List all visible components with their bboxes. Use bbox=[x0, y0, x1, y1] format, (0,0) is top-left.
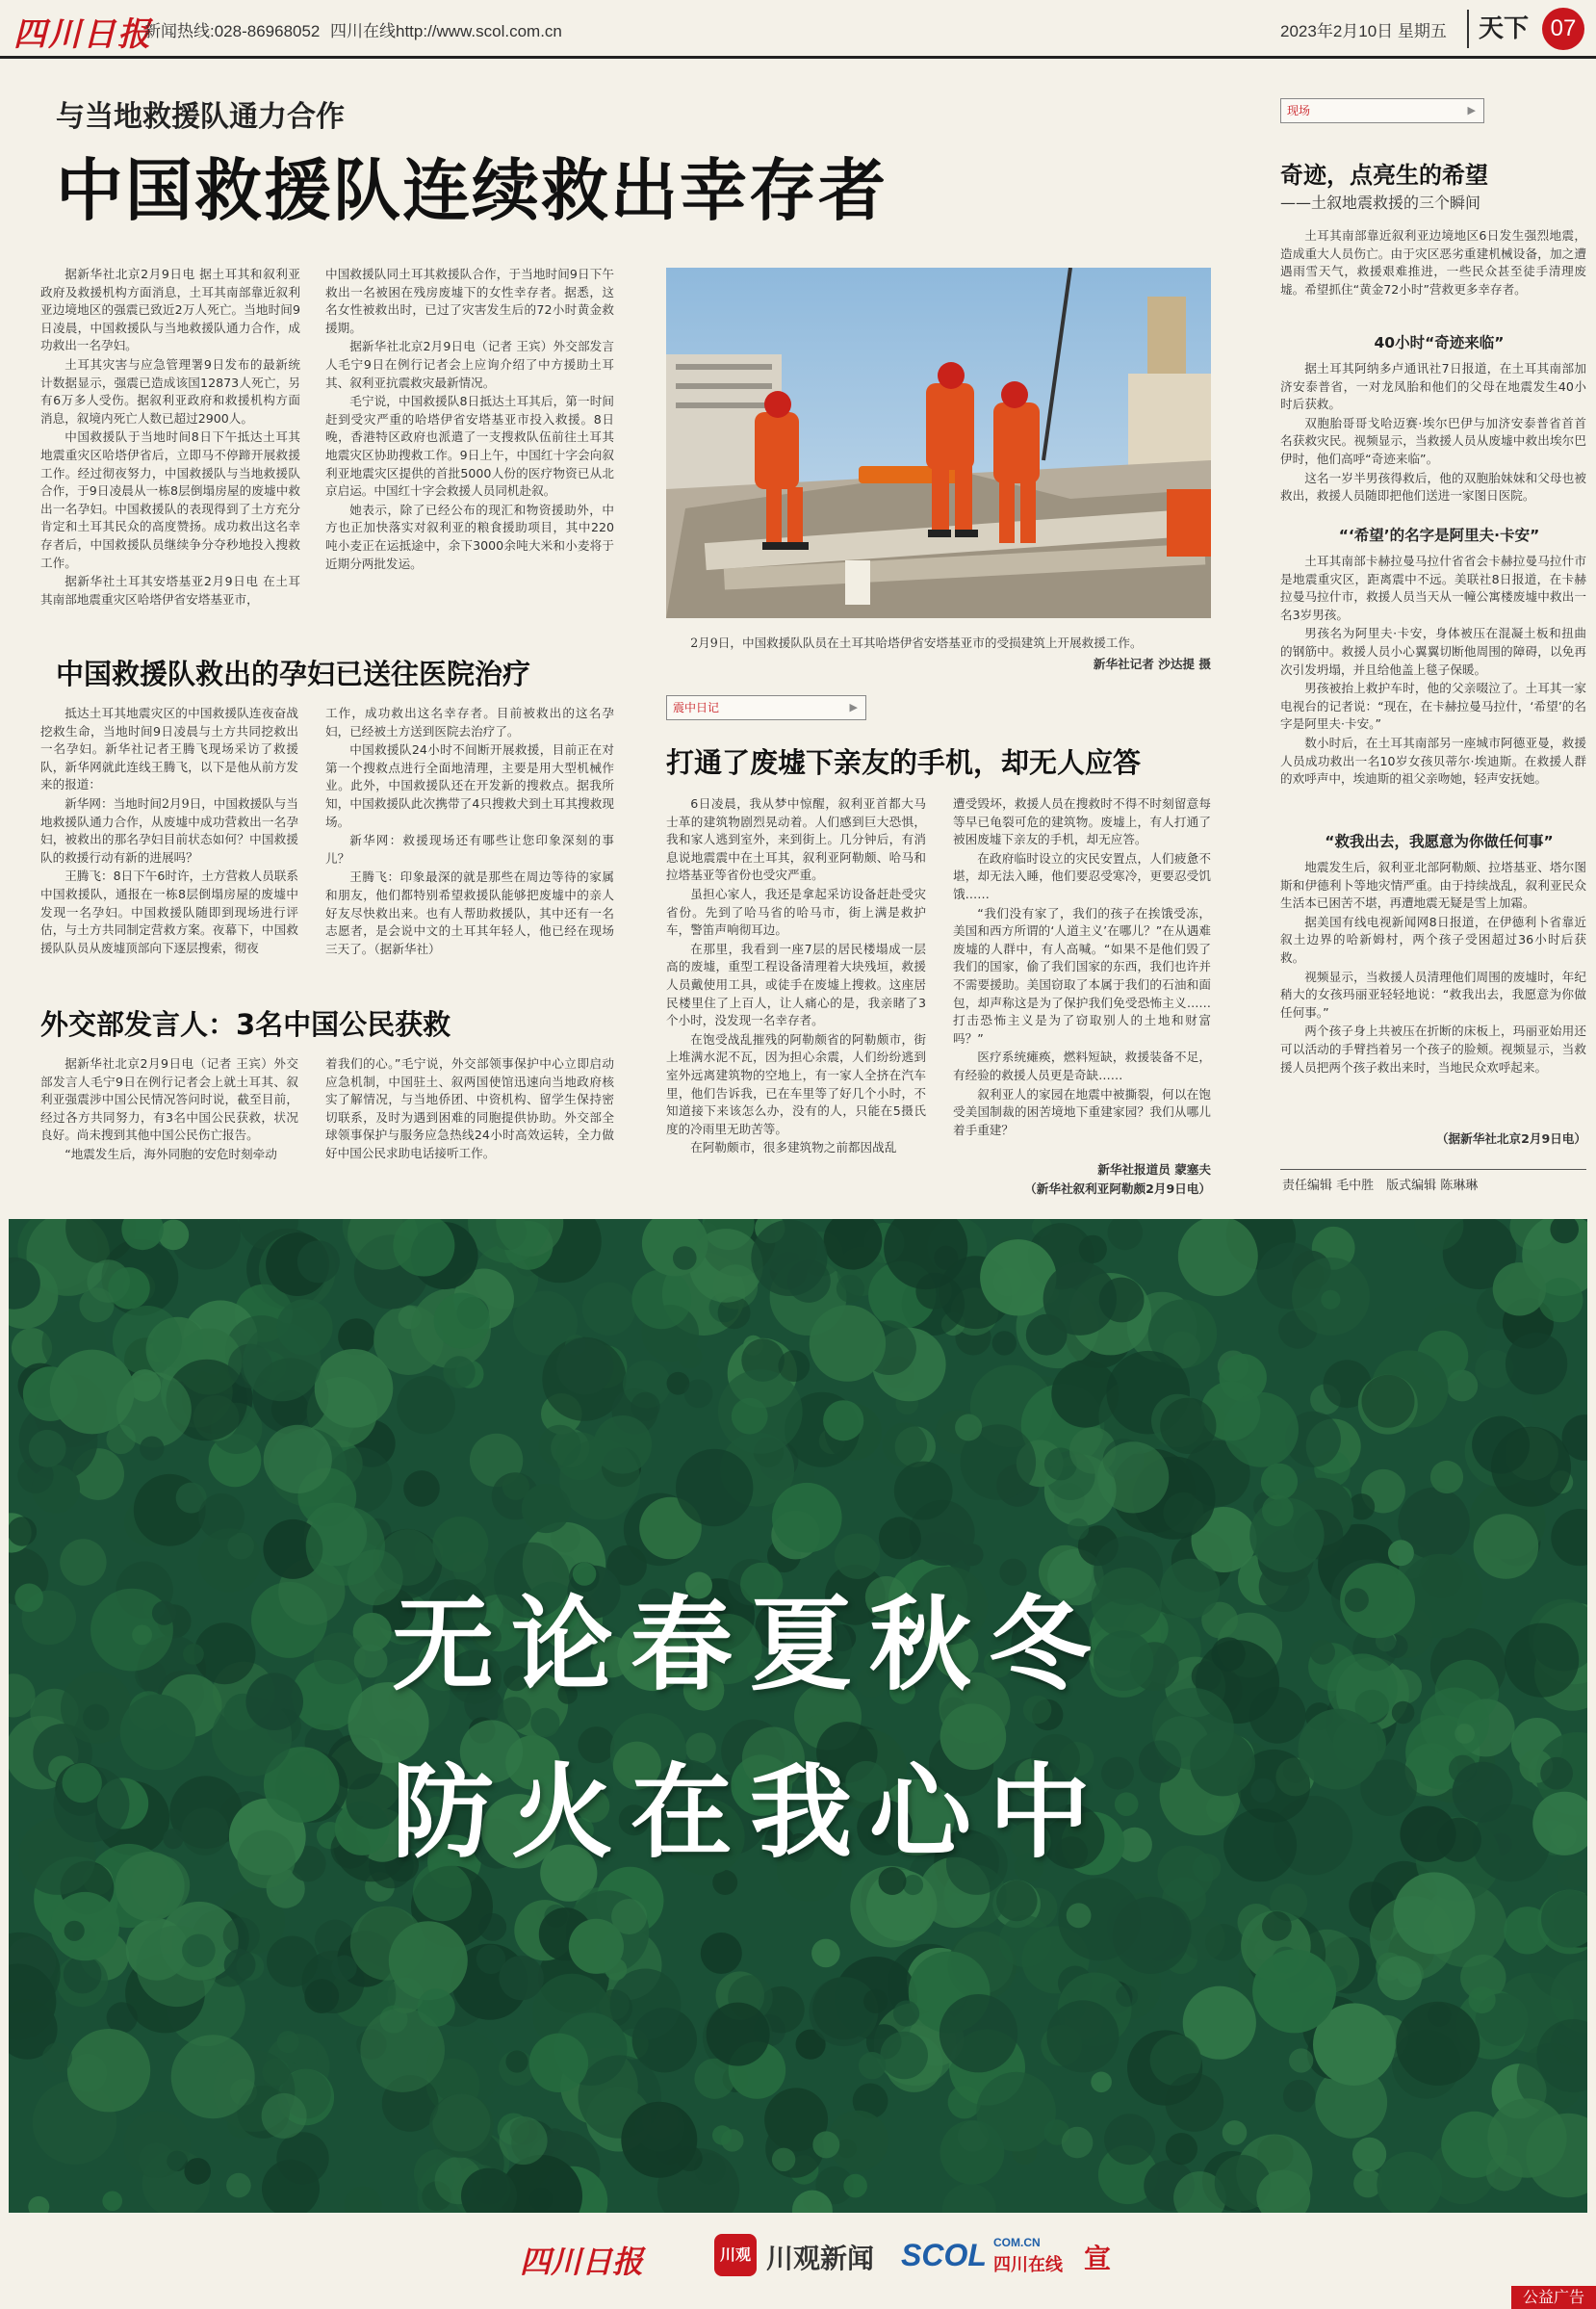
publicity-mark: 宣 bbox=[1084, 2243, 1112, 2274]
paragraph: 中国救援队同土耳其救援队合作，于当地时间9日下午救出一名被困在残房废墟下的女性幸存者。据悉，这名女性被救出时，已过了灾害发生后的72小时黄金救援期。 bbox=[325, 267, 614, 335]
fire-prevention-ad bbox=[9, 1219, 1587, 2213]
public-ad-badge: 公益广告 bbox=[1511, 2286, 1596, 2309]
paragraph: 虽担心家人，我还是拿起采访设备赶赴受灾省份。先到了哈马省的哈马市，街上满是救护车，警笛声响彻耳边。 bbox=[666, 886, 926, 938]
paragraph: 在政府临时设立的灾民安置点，人们疲惫不堪，却无法入睡，他们要忍受寒冷，更要忍受饥饿…… bbox=[953, 850, 1211, 901]
story4-headline: 打通了废墟下亲友的手机，却无人应答 bbox=[666, 746, 1142, 779]
paragraph: 工作，成功救出这名幸存者。目前被救出的这名孕妇，已经被土方送到医院去治疗了。 bbox=[325, 706, 614, 739]
photo-caption: 2月9日，中国救援队队员在土耳其哈塔伊省安塔基亚市的受损建筑上开展救援工作。 bbox=[690, 636, 1143, 650]
forest-background bbox=[9, 1219, 1587, 2213]
sidebar-section-3 bbox=[1280, 859, 1586, 1125]
paragraph: 6日凌晨，我从梦中惊醒，叙利亚首都大马士革的建筑物剧烈晃动着。人们感到巨大恐惧，我和家人逃到室外，来到街上。几分钟后，有消息说地震震中在土耳其，叙利亚阿勒颇、哈马和拉塔基亚等省份也受灾严重。 bbox=[666, 796, 926, 883]
paragraph: 她表示，除了已经公布的现汇和物资援助外，中方也正加快落实对叙利亚的粮食援助项目，其中220吨小麦正在运抵途中，余下3000余吨大米和小麦将于近期分两批发运。 bbox=[325, 502, 614, 571]
photo-credit: 新华社记者 沙达提 摄 bbox=[1093, 657, 1211, 671]
paragraph: 毛宁说，中国救援队8日抵达土耳其后，第一时间赶到受灾严重的哈塔伊省安塔基亚市投入救援。8日晚，香港特区政府也派遣了一支搜救队伍前往土耳其地震灾区协助搜救工作。9日上午，中国红十字会向叙利亚地震灾区提供的首批5000人份的医疗物资已从北京启运。中国红十字会救援人员同机赴叙。 bbox=[325, 394, 614, 499]
ad-sponsor-logos bbox=[0, 2215, 1596, 2309]
paragraph: 据新华社北京2月9日电（记者 王宾）外交部发言人毛宁9日在例行记者会上就土耳其、叙利亚强震涉中国公民情况答问时说，截至目前，经过各方共同努力，有3名中国公民获救，状况良好。尚未搜到其他中国公民伤亡报告。 bbox=[40, 1056, 298, 1143]
story4-credit-dateline: （新华社叙利亚阿勒颇2月9日电） bbox=[1024, 1181, 1211, 1196]
sidebar-section-2 bbox=[1280, 553, 1586, 822]
lead-column-1 bbox=[40, 266, 300, 632]
ad-slogan-line-2: 防火在我心中 bbox=[392, 1751, 1108, 1872]
chuanguan-app-icon: 川观 bbox=[714, 2234, 757, 2276]
paragraph: 遭受毁坏，救援人员在搜救时不得不时刻留意每等早已龟裂可危的建筑物。废墟上，有人打通了被困废墟下亲友的手机，却无应答。 bbox=[953, 796, 1211, 847]
scol-logo: SCOL bbox=[901, 2238, 987, 2272]
story3-column-1 bbox=[40, 1055, 298, 1200]
paragraph: 新华网：救援现场还有哪些让您印象深刻的事儿？ bbox=[325, 833, 614, 866]
sidebar-subhead-2: “‘希望’的名字是阿里夫·卡安” bbox=[1338, 527, 1540, 544]
tag-label: 现场 bbox=[1287, 104, 1311, 117]
page-number-badge: 07 bbox=[1542, 8, 1584, 50]
sidebar-section-1 bbox=[1280, 360, 1586, 514]
paragraph: 土耳其灾害与应急管理署9日发布的最新统计数据显示，强震已造成该国12873人死亡，另有6万多人受伤。据叙利亚政府和救援机构方面消息，叙境内死亡人数已超过2900人。 bbox=[40, 356, 300, 426]
paragraph: 双胞胎哥哥戈哈迈赛·埃尔巴伊与加济安泰普省首首名获救灾民。视频显示，当救援人员从废墟中救出埃尔巴伊时，他们高呼“奇迹来临”。 bbox=[1280, 415, 1586, 466]
story2-column-1 bbox=[40, 705, 298, 973]
paragraph: 据土耳其阿纳多卢通讯社7日报道，在土耳其南部加济安泰普省，一对龙凤胎和他们的父母在地震发生40小时后获救。 bbox=[1280, 361, 1586, 412]
paragraph: 视频显示，当救援人员清理他们周围的废墟时，年纪稍大的女孩玛丽亚轻轻地说：“救我出去，我愿意为你做任何事。” bbox=[1280, 969, 1586, 1020]
paragraph: 中国救援队于当地时间8日下午抵达土耳其地震重灾区哈塔伊省后，立即马不停蹄开展救援工作。经过彻夜努力，中国救援队与当地救援队合作，于9日凌晨从一栋8层倒塌房屋的废墟中救出一名孕妇。中国救援队的表现得到了土方充分肯定和土耳其民众的高度赞扬。成功救出这名幸存者后，中国救援队员继续争分夺秒地投入搜救工作。 bbox=[40, 429, 300, 570]
paragraph: 土耳其南部卡赫拉曼马拉什省省会卡赫拉曼马拉什市是地震重灾区，距离震中不远。美联社8日报道，在卡赫拉曼马拉什市，救援人员当天从一幢公寓楼废墟中救出一名3岁男孩。 bbox=[1280, 554, 1586, 622]
paragraph: 据新华社北京2月9日电（记者 王宾）外交部发言人毛宁9日在例行记者会上应询介绍了中方援助土耳其、叙利亚抗震救灾最新情况。 bbox=[325, 339, 614, 390]
sidebar-subtitle: ——土叙地震救援的三个瞬间 bbox=[1280, 194, 1481, 212]
paragraph: 两个孩子身上共被压在折断的床板上，玛丽亚始用还可以活动的手臂挡着另一个孩子的脸颊。视频显示，当救援人员把两个孩子救出来时，当地民众欢呼起来。 bbox=[1280, 1024, 1586, 1075]
chuanguan-news-logo: 川观新闻 bbox=[766, 2243, 875, 2274]
paragraph: 男孩名为阿里夫·卡安，身体被压在混凝土板和扭曲的钢筋中。救援人员小心翼翼切断他周围的障碍，以免再次引发坍塌，并且给他盖上毯子保暖。 bbox=[1280, 626, 1586, 677]
paragraph: 据新华社北京2月9日电 据土耳其和叙利亚政府及救援机构方面消息，土耳其南部靠近叙利亚边境地区的强震已致近2万人死亡。当地时间9日凌晨，中国救援队与当地救援队通力合作，成功救出一名孕妇。 bbox=[40, 267, 300, 353]
editor-credits: 责任编辑 毛中胜 版式编辑 陈琳琳 bbox=[1282, 1179, 1479, 1193]
paragraph: 医疗系统瘫痪，燃料短缺，救援装备不足，有经验的救援人员更是奇缺…… bbox=[953, 1050, 1211, 1082]
page-header bbox=[0, 0, 1596, 60]
paragraph: 在阿勒颇市，很多建筑物之前都因战乱 bbox=[690, 1140, 897, 1155]
website-link[interactable]: 四川在线http://www.scol.com.cn bbox=[330, 22, 562, 40]
triangle-right-icon: ▶ bbox=[1467, 104, 1476, 117]
sidebar-title: 奇迹，点亮生的希望 bbox=[1280, 162, 1488, 189]
paragraph: 数小时后，在土耳其南部另一座城市阿德亚曼，救援人员成功救出一名10岁女孩贝蒂尔·埃迪斯。在救援人群的欢呼声中，埃迪斯的祖父亲吻她，轻声安抚她。 bbox=[1280, 735, 1586, 787]
paragraph: 叙利亚人的家园在地震中被撕裂，何以在饱受美国制裁的困苦境地下重建家园？我们从哪儿着手重建？ bbox=[953, 1086, 1211, 1137]
story4-column-2 bbox=[953, 795, 1211, 1157]
lead-column-2 bbox=[325, 266, 614, 632]
story3-column-2 bbox=[325, 1055, 614, 1200]
paragraph: 王腾飞：8日下午6时许，土方营救人员联系中国救援队，通报在一栋8层倒塌房屋的废墟中发现一名孕妇。中国救援队随即到现场进行评估，与土方共同制定营救方案。夜幕下，中国救援队队员从废墟顶部向下逐层搜索，彻夜 bbox=[40, 869, 298, 955]
story3-headline: 外交部发言人：3名中国公民获救 bbox=[40, 1008, 451, 1041]
paragraph: 中国救援队24小时不间断开展救援，目前正在对第一个搜救点进行全面地清理，主要是用大型机械作业。此外，中国救援队还在开发新的搜救点。据我所知，中国救援队此次携带了4只搜救犬到土耳其搜救现场。 bbox=[325, 742, 614, 829]
paragraph: 男孩被抬上救护车时，他的父亲啜泣了。土耳其一家电视台的记者说：“现在，在卡赫拉曼马拉什，‘希望’的名字是阿里夫·卡安。” bbox=[1280, 681, 1586, 732]
story4-column-1 bbox=[666, 795, 926, 1198]
section-name: 天下 bbox=[1467, 10, 1538, 48]
lead-headline: 中国救援队连续救出幸存者 bbox=[56, 151, 888, 230]
sidebar-intro bbox=[1280, 227, 1586, 327]
paragraph: “地震发生后，海外同胞的安危时刻牵动 bbox=[64, 1146, 277, 1161]
paragraph: 王腾飞：印象最深的就是那些在周边等待的家属和朋友，他们都特别希望救援队能够把废墟中的亲人好友尽快救出来。也有人帮助救援队，其中还有一名志愿者，是会说中文的土耳其年轻人，他已经在现场三天了。（据新华社） bbox=[325, 869, 614, 956]
paragraph: “我们没有家了，我们的孩子在挨饿受冻，美国和西方所谓的‘人道主义’在哪儿？”在从遇难废墟的人群中，有人高喊。“如果不是他们毁了我们的国家，偷了我们国家的东西，我们也许并不需要援助。美国窃取了本属于我们的石油和面包，却声称这是为了保护我们免受恐怖主义……打击恐怖主义是为了窃取别人的土地和财富吗？” bbox=[953, 905, 1211, 1046]
story4-tag bbox=[666, 695, 866, 720]
scol-domain: COM.CN bbox=[993, 2236, 1041, 2249]
paragraph: 土耳其南部靠近叙利亚边境地区6日发生强烈地震，造成重大人员伤亡。由于灾区恶劣重建机械设备，加之遭遇雨雪天气，救援艰难推进，一些民众甚至徒手清理废墟。希望抓住“黄金72小时”营救更多幸存者。 bbox=[1280, 228, 1586, 297]
sidebar-subhead-1: 40小时“奇迹来临” bbox=[1374, 334, 1505, 351]
paragraph: 据美国有线电视新闻网8日报道，在伊德利卜省靠近叙土边界的哈新姆村，两个孩子受困超过36小时后获救。 bbox=[1280, 914, 1586, 965]
sichuan-online-name: 四川在线 bbox=[993, 2255, 1063, 2275]
paragraph: 抵达土耳其地震灾区的中国救援队连夜奋战挖救生命，当地时间9日凌晨与土方共同挖救出一名孕妇。新华社记者王腾飞现场采访了救援队，新华网就此连线王腾飞，以下是他从前方发来的报道： bbox=[40, 706, 298, 792]
triangle-right-icon: ▶ bbox=[849, 701, 858, 713]
paragraph: 据新华社土耳其安塔基亚2月9日电 在土耳其南部地震重灾区哈塔伊省安塔基亚市， bbox=[40, 574, 300, 607]
story2-column-2 bbox=[325, 705, 614, 973]
paragraph: 新华网：当地时间2月9日，中国救援队与当地救援队通力合作，从废墟中成功营救出一名孕妇，被救出的那名孕妇目前状态如何？中国救援队的救援行动有新的进展吗？ bbox=[40, 795, 298, 865]
sidebar-credit: （据新华社北京2月9日电） bbox=[1435, 1131, 1586, 1146]
sidebar-footer-rule bbox=[1280, 1169, 1586, 1170]
rescue-photo bbox=[666, 268, 1211, 618]
paragraph: 着我们的心。”毛宁说，外交部领事保护中心立即启动应急机制，中国驻土、叙两国使馆迅速向当地政府核实了解情况，与当地侨团、中资机构、留学生保持密切联系，及时为遇到困难的同胞提供协助。外交部全球领事保护与服务应急热线24小时高效运转，全力做好中国公民求助电话接听工作。 bbox=[325, 1056, 614, 1160]
newspaper-logo: 四川日报 bbox=[13, 15, 152, 54]
story4-credit-reporter: 新华社报道员 蒙塞夫 bbox=[1097, 1162, 1211, 1177]
ad-slogan-line-1: 无论春夏秋冬 bbox=[392, 1584, 1108, 1704]
paragraph: 这名一岁半男孩得救后，他的双胞胎妹妹和父母也被救出，救援人员随即把他们送进一家图日医院。 bbox=[1280, 470, 1586, 504]
sidebar-tag bbox=[1280, 98, 1484, 123]
issue-date: 2023年2月10日 星期五 bbox=[1280, 22, 1447, 40]
news-hotline: 新闻热线:028-86968052 bbox=[144, 22, 321, 40]
header-divider bbox=[0, 56, 1596, 59]
lead-kicker: 与当地救援队通力合作 bbox=[56, 100, 345, 134]
sidebar-subhead-3: “救我出去，我愿意为你做任何事” bbox=[1325, 833, 1554, 850]
paragraph: 在饱受战乱摧残的阿勒颇省的阿勒颇市，街上堆满水泥不瓦，因为担心余震，人们纷纷逃到室外远离建筑物的空地上，有一家人全挤在汽车里，他们告诉我，已在车里等了好几个小时，不知道接下来该怎么办，没有的人，只能在5摄氏度的冷雨里无助苦等。 bbox=[666, 1031, 926, 1136]
paragraph: 地震发生后，叙利亚北部阿勒颇、拉塔基亚、塔尔图斯和伊德利卜等地灾情严重。由于持续战乱，叙利亚民众生活本已困苦不堪，再遭地震无疑是雪上加霜。 bbox=[1280, 860, 1586, 911]
tag-label: 震中日记 bbox=[673, 701, 720, 714]
paragraph: 在那里，我看到一座7层的居民楼塌成一层高的废墟，重型工程设备清理着大块残垣，救援人员戴使用工具，或徒手在废墟上搜救。这座居民楼里住了上百人，让人痛心的是，我亲睹了3个小时，没发现一名幸存者。 bbox=[666, 941, 926, 1028]
story2-headline: 中国救援队救出的孕妇已送往医院治疗 bbox=[56, 658, 531, 690]
sichuan-daily-logo: 四川日报 bbox=[520, 2244, 644, 2280]
